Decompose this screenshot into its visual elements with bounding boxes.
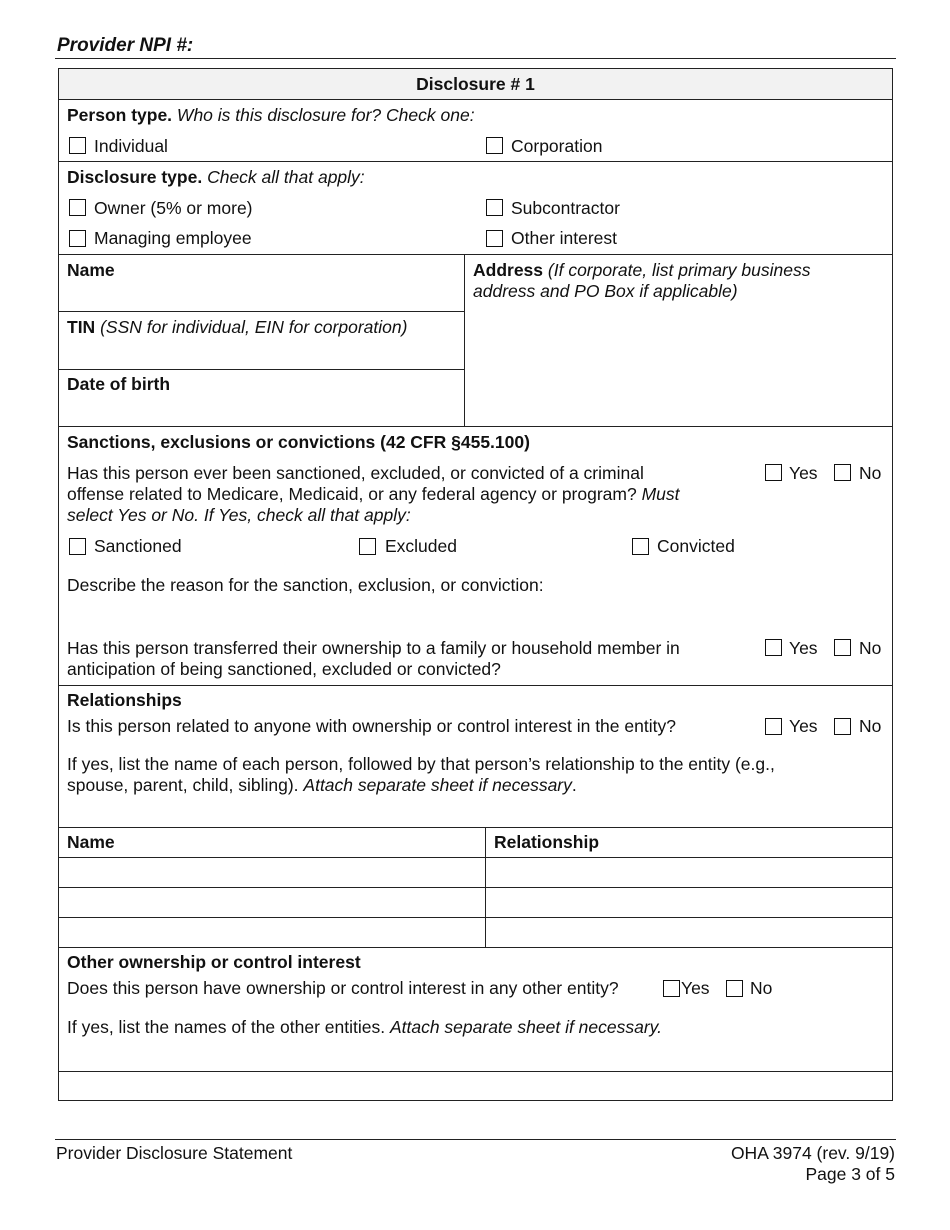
sanctioned-checkbox[interactable] <box>69 538 86 555</box>
related-yes-checkbox[interactable] <box>765 718 782 735</box>
transfer-yes-checkbox[interactable] <box>765 639 782 656</box>
column-divider <box>464 254 465 426</box>
disclosure-title: Disclosure # 1 <box>416 74 535 94</box>
relationships-instructions-text: spouse, parent, child, sibling). <box>67 775 299 795</box>
excluded-label: Excluded <box>385 536 457 556</box>
address-hint-cont: address and PO Box if applicable) <box>473 281 738 301</box>
managing-employee-label: Managing employee <box>94 228 252 248</box>
relationships-instructions-line1: If yes, list the name of each person, followed by that person’s relationship to the entity (e.g., <box>67 754 775 774</box>
other-no-label: No <box>750 978 773 998</box>
owner-checkbox[interactable] <box>69 199 86 216</box>
relationships-period: . <box>571 775 577 795</box>
name-field[interactable] <box>60 282 462 310</box>
tin-hint: (SSN for individual, EIN for corporation) <box>100 317 408 337</box>
owner-label: Owner (5% or more) <box>94 198 253 218</box>
sanctioned-no-label: No <box>859 463 882 483</box>
tin-field[interactable] <box>60 340 462 368</box>
person-type-heading <box>67 105 475 126</box>
sanctioned-yes-checkbox[interactable] <box>765 464 782 481</box>
tin-heading <box>67 317 407 338</box>
person-type-label: Person type. <box>67 105 173 125</box>
divider <box>58 685 893 686</box>
convicted-label: Convicted <box>657 536 735 556</box>
address-heading <box>473 260 811 281</box>
tin-label: TIN <box>67 317 96 337</box>
disclosure-type-heading <box>67 167 365 188</box>
divider <box>58 947 893 948</box>
form-number: OHA 3974 (rev. 9/19) <box>730 1143 895 1163</box>
person-type-hint: Who is this disclosure for? Check one: <box>176 105 475 125</box>
other-entities-instructions <box>67 1017 662 1038</box>
convicted-checkbox[interactable] <box>632 538 649 555</box>
other-attach-note: Attach separate sheet if necessary. <box>389 1017 662 1037</box>
subcontractor-label: Subcontractor <box>511 198 620 218</box>
disclosure-type-label: Disclosure type. <box>67 167 203 187</box>
other-interest-checkbox[interactable] <box>486 230 503 247</box>
divider <box>58 369 464 370</box>
other-yes-label: Yes <box>681 978 710 998</box>
transfer-yes-label: Yes <box>789 638 818 658</box>
header-rule <box>55 58 896 59</box>
relationships-attach-note: Attach separate sheet if necessary <box>303 775 572 795</box>
transfer-question-line1: Has this person transferred their ownership to a family or household member in <box>67 638 680 658</box>
managing-employee-checkbox[interactable] <box>69 230 86 247</box>
relationships-title: Relationships <box>67 690 182 710</box>
relation-name-field[interactable] <box>60 858 484 886</box>
relationships-instructions-line2 <box>67 775 577 796</box>
sanctions-question-line2 <box>67 484 680 505</box>
other-ownership-question: Does this person have ownership or control interest in any other entity? <box>67 978 619 998</box>
sanctions-question-line3: select Yes or No. If Yes, check all that apply: <box>67 505 411 525</box>
individual-label: Individual <box>94 136 168 156</box>
divider <box>58 827 893 828</box>
sanctions-question-line2-text: offense related to Medicare, Medicaid, or any federal agency or program? <box>67 484 637 504</box>
other-entities-text: If yes, list the names of the other entities. <box>67 1017 386 1037</box>
divider <box>58 161 893 162</box>
related-no-checkbox[interactable] <box>834 718 851 735</box>
name-label: Name <box>67 260 115 280</box>
address-hint: (If corporate, list primary business <box>547 260 811 280</box>
relationships-question: Is this person related to anyone with ownership or control interest in the entity? <box>67 716 676 736</box>
divider <box>58 311 464 312</box>
sanctions-question-line1: Has this person ever been sanctioned, excluded, or convicted of a criminal <box>67 463 644 483</box>
sanction-reason-field[interactable] <box>60 598 890 628</box>
disclosure-type-hint: Check all that apply: <box>207 167 365 187</box>
other-entities-field[interactable] <box>60 1072 891 1100</box>
subcontractor-checkbox[interactable] <box>486 199 503 216</box>
transfer-no-checkbox[interactable] <box>834 639 851 656</box>
corporation-label: Corporation <box>511 136 603 156</box>
relation-relationship-field[interactable] <box>487 858 891 886</box>
page-number: Page 3 of 5 <box>805 1164 895 1184</box>
dob-field[interactable] <box>60 397 462 425</box>
sanctions-must-text: Must <box>641 484 680 504</box>
sanctions-title: Sanctions, exclusions or convictions (42 CFR §455.100) <box>67 432 530 452</box>
footer-rule <box>55 1139 896 1140</box>
provider-npi-label: Provider NPI #: <box>57 35 194 56</box>
relation-name-field[interactable] <box>60 918 484 946</box>
corporation-checkbox[interactable] <box>486 137 503 154</box>
related-no-label: No <box>859 716 882 736</box>
transfer-no-label: No <box>859 638 882 658</box>
other-yes-checkbox[interactable] <box>663 980 680 997</box>
other-interest-label: Other interest <box>511 228 618 248</box>
other-no-checkbox[interactable] <box>726 980 743 997</box>
individual-checkbox[interactable] <box>69 137 86 154</box>
address-label: Address <box>473 260 544 280</box>
related-yes-label: Yes <box>789 716 818 736</box>
footer-title: Provider Disclosure Statement <box>56 1143 293 1163</box>
divider <box>58 426 893 427</box>
other-ownership-title: Other ownership or control interest <box>67 952 361 972</box>
divider <box>58 99 893 100</box>
divider <box>58 254 893 255</box>
relation-name-field[interactable] <box>60 888 484 916</box>
relation-relationship-field[interactable] <box>487 918 891 946</box>
relation-relationship-field[interactable] <box>487 888 891 916</box>
address-field[interactable] <box>466 305 891 424</box>
sanctioned-label: Sanctioned <box>94 536 182 556</box>
sanctioned-no-checkbox[interactable] <box>834 464 851 481</box>
sanction-reason-label: Describe the reason for the sanction, exclusion, or conviction: <box>67 575 544 595</box>
relations-col-name: Name <box>67 832 115 852</box>
dob-label: Date of birth <box>67 374 171 394</box>
relations-col-relationship: Relationship <box>494 832 600 852</box>
transfer-question-line2: anticipation of being sanctioned, excluded or convicted? <box>67 659 501 679</box>
excluded-checkbox[interactable] <box>359 538 376 555</box>
sanctioned-yes-label: Yes <box>789 463 818 483</box>
